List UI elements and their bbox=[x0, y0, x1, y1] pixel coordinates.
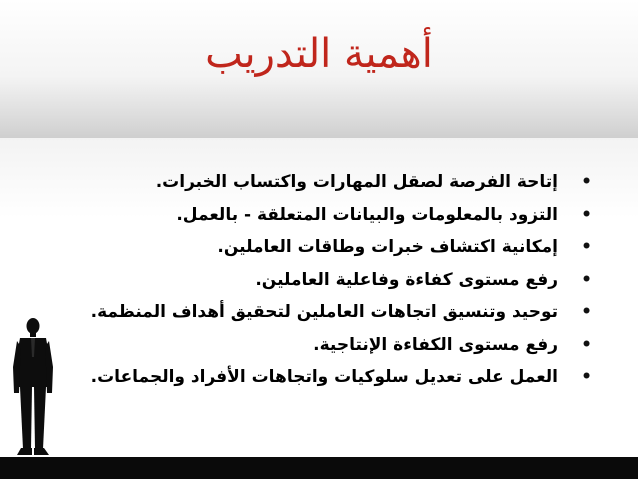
bullet-item bbox=[38, 166, 592, 199]
bullet-item bbox=[38, 199, 592, 232]
bullet-dot: • bbox=[581, 204, 592, 225]
businessman-silhouette-icon bbox=[12, 317, 54, 459]
bullet-list bbox=[38, 166, 592, 394]
bullet-item bbox=[38, 231, 592, 264]
bullet-text: رفع مستوى كفاءة وفاعلية العاملين. bbox=[255, 269, 558, 290]
bullet-dot: • bbox=[581, 172, 592, 192]
bullet-dot: • bbox=[581, 269, 592, 290]
bullet-dot: • bbox=[581, 302, 592, 322]
bullet-text: التزود بالمعلومات والبيانات المتعلقة - بالعمل. bbox=[176, 204, 558, 225]
bullet-dot: • bbox=[581, 367, 592, 387]
bullet-text: العمل على تعديل سلوكيات واتجاهات الأفراد والجماعات. bbox=[90, 367, 558, 387]
bottom-bar bbox=[0, 457, 638, 479]
slide-title: أهمية التدريب bbox=[205, 31, 433, 77]
bullet-item bbox=[38, 329, 592, 362]
bullet-text: توحيد وتنسيق اتجاهات العاملين لتحقيق أهداف المنظمة. bbox=[90, 302, 558, 322]
bullet-dot: • bbox=[581, 237, 592, 257]
bullet-text: رفع مستوى الكفاءة الإنتاجية. bbox=[313, 334, 558, 355]
bullet-text: إمكانية اكتشاف خبرات وطاقات العاملين. bbox=[217, 237, 558, 257]
bullet-item bbox=[38, 264, 592, 297]
bullet-item bbox=[38, 361, 592, 394]
bullet-dot: • bbox=[581, 334, 592, 355]
bullet-text: إتاحة الفرصة لصقل المهارات واكتساب الخبرات. bbox=[155, 172, 558, 192]
bullet-item bbox=[38, 296, 592, 329]
